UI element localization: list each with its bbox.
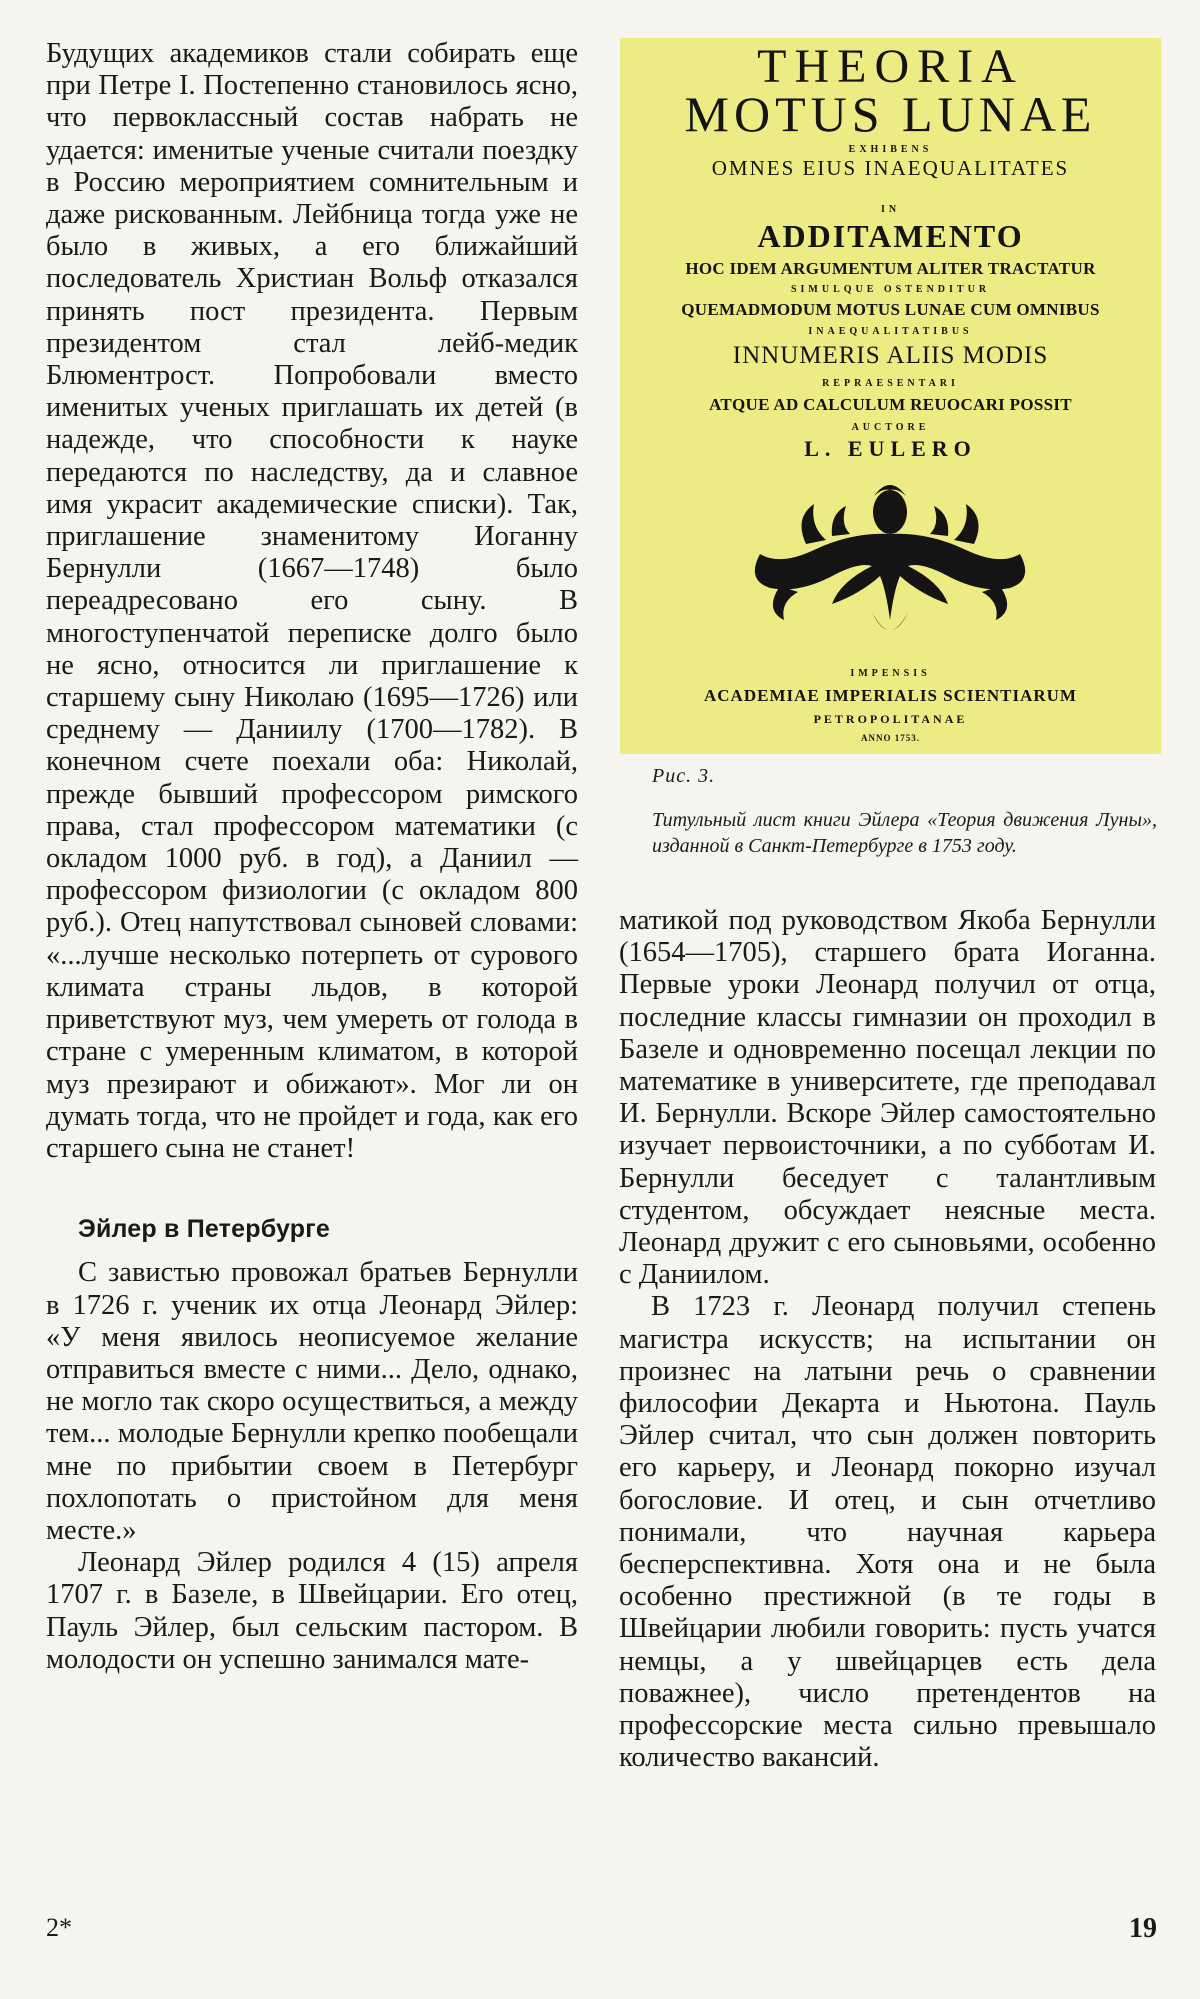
tp-additamento: ADDITAMENTO (757, 218, 1024, 254)
tp-exhibens: EXHIBENS (848, 144, 933, 155)
paragraph-continuation: матикой под руководством Якоба Бернулли (1654—1705), старшего брата Иоганна. Первые уроки Леонард получил от отца, последние классы гимназии он проходил в Базеле и одновременно посещал лекции по математике в университете, где преподавал И. Бернулли. Вскоре Эйлер самостоятельно изучает первоисточники, а по субботам И. Бернулли беседует с талантливым студентом, обсуждает неясные места. Леонард дружит с его сыновьями, особенно с Даниилом. (619, 905, 1156, 1291)
paragraph-euler-birth: Леонард Эйлер родился 4 (15) апреля 1707 г. в Базеле, в Швейцарии. Его отец, Пауль Эйлер, был сельским пастором. В молодости он успешно занимался мате- (46, 1547, 578, 1675)
paragraph-bernoulli-departure: С завистью провожал братьев Бернулли в 1726 г. ученик их отца Леонард Эйлер: «У меня явилось неописуемое желание отправиться вместе с ними... Дело, однако, не могло так скоро осуществиться, а между тем... молодые Бернулли крепко пообещали мне по прибытии своем в Петербург похлопотать о пристойном для меня месте.» (46, 1257, 578, 1546)
tp-quemadmodum: QUEMADMODUM MOTUS LUNAE CUM OMNIBUS (681, 300, 1100, 319)
tp-atque: ATQUE AD CALCULUM REUOCARI POSSIT (709, 395, 1072, 414)
left-column (46, 38, 578, 1676)
signature-mark: 2* (46, 1913, 72, 1942)
tp-innumeris: INNUMERIS ALIIS MODIS (732, 342, 1049, 369)
section-heading: Эйлер в Петербурге (78, 1215, 330, 1244)
paragraph-intro: Будущих академиков стали собирать еще при Петре I. Постепенно становилось ясно, что первоклассный состав набрать не удается: именитые ученые считали поездку в Россию мероприятием сомнительным и даже рискованным. Лейбница тогда уже не было в живых, а его ближайший последователь Христиан Вольф отказался принять пост президента. Первым президентом стал лейб-медик Блюментрост. Попробовали вместо именитых ученых приглашать их детей (в надежде, что способности к науке передаются по наследству, да и славное имя украсит академические списки). Так, приглашение знаменитому Иоганну Бернулли (1667—1748) было переадресовано его сыну. В многоступенчатой переписке долго было не ясно, относится ли приглашение к старшему сыну Николаю (1695—1726) или среднему — Даниилу (1700—1782). В конечном счете поехали оба: Николай, прежде бывший профессором римского права, стал профессором математики (с окладом 1000 руб. в год), а Даниил — профессором физиологии (с окладом 800 руб.). Отец напутствовал сыновей словами: «...лучше несколько потерпеть от сурового климата страны льдов, в которой приветствуют муз, чем умереть от голода в стране с умеренным климатом, в которой муз презирают и обижают». Мог ли он думать тогда, что не пройдет и года, как его старшего сына не станет! (46, 38, 578, 1164)
tp-anno: ANNO 1753. (861, 733, 920, 743)
figure-label: Рис. 3. (652, 765, 716, 787)
tp-impensis: IMPENSIS (850, 668, 931, 679)
tp-theoria: THEORIA (757, 40, 1024, 93)
tp-omnes: OMNES EIUS INAEQUALITATES (711, 156, 1070, 180)
book-title-page (620, 38, 1161, 754)
ornament-vignette-icon (740, 470, 1040, 650)
tp-motus-lunae: MOTUS LUNAE (684, 86, 1097, 142)
tp-auctore: AUCTORE (851, 422, 930, 433)
tp-inaequalitatibus: INAEQUALITATIBUS (808, 326, 973, 337)
tp-in: IN (880, 204, 901, 215)
figure-caption (652, 763, 1157, 859)
tp-academiae: ACADEMIAE IMPERIALIS SCIENTIARUM (704, 686, 1077, 705)
right-column (619, 905, 1156, 1774)
tp-simulque: SIMULQUE OSTENDITUR (790, 284, 991, 295)
figure-title-page (620, 38, 1161, 754)
paragraph-magister: В 1723 г. Леонард получил степень магистра искусств; на испытании он произнес на латыни речь о сравнении философии Декарта и Ньютона. Пауль Эйлер считал, что сын должен повторить его карьеру, и Леонард покорно изучал богословие. И отец, и сын отчетливо понимали, что научная карьера бесперспективна. Хотя она и не была особенно престижной (в те годы в Швейцарии любили говорить: пусть учатся немцы, а у швейцарцев есть дела поважнее), число претендентов на профессорские места сильно превышало количество вакансий. (619, 1291, 1156, 1774)
tp-eulero: L. EULERO (804, 436, 977, 461)
tp-petropolitanae: PETROPOLITANAE (813, 712, 968, 726)
page-number: 19 (1129, 1913, 1157, 1944)
tp-repraesentari: REPRAESENTARI (822, 378, 959, 389)
figure-caption-text: Титульный лист книги Эйлера «Теория движения Луны», изданной в Санкт-Петербурге в 1753 году. (652, 809, 1157, 857)
tp-hoc-idem: HOC IDEM ARGUMENTUM ALITER TRACTATUR (685, 259, 1096, 278)
medallion-head (873, 490, 907, 534)
